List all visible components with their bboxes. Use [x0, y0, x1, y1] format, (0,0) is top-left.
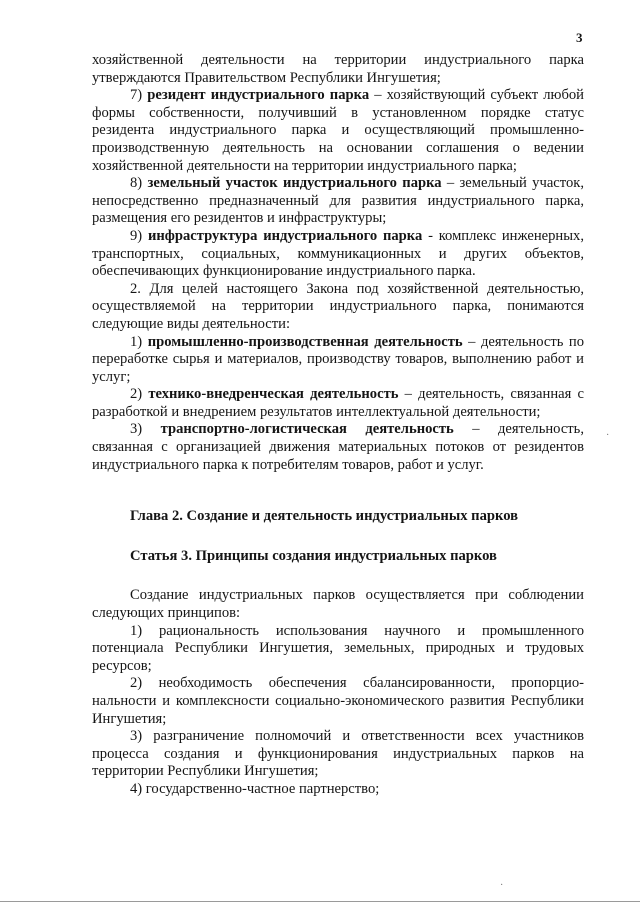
definition-text: - комплекс инженерных, транспортных, социальных, коммуникационных и других объектов, обеспечивающих функционирование индустриального парка. — [92, 227, 584, 280]
paragraph-activity-types: 2. Для целей настоящего Закона под хозяйственной деятельностью, осуществляемой на территории индустриального парка, понимаются следующие виды деятельности: — [92, 280, 584, 332]
paragraph-continuation: хозяйственной деятельности на территории индустриального парка утверждаются Правительством Республики Ингушетия; — [92, 52, 584, 86]
principle-item: 3) разграничение полномочий и ответственности всех участников процесса создания и функционирования индустриальных парков на территории Республики Ингушетия; — [92, 728, 584, 780]
item-number: 7) — [130, 87, 148, 104]
item-number: 9) — [130, 227, 148, 244]
defined-term: транспортно-логистическая деятельность — [160, 421, 454, 438]
scan-speck: · — [606, 430, 610, 441]
principle-item: 4) государственно-частное партнерство; — [130, 780, 380, 797]
definition-text: – деятельность по переработке сырья и материалов, производству товаров, выполнению работ и услуг; — [92, 333, 585, 385]
defined-term: промышленно-производственная деятельность — [147, 333, 463, 350]
document-body — [92, 52, 584, 799]
page-number: 3 — [576, 30, 583, 45]
definition-land-plot — [92, 175, 584, 228]
article-intro: Создание индустриальных парков осуществляется при соблюдении следующих принципов: — [92, 587, 584, 622]
defined-term: земельный участок индустриального парка — [147, 175, 442, 192]
page-bottom-edge — [0, 901, 640, 902]
chapter-heading: Глава 2. Создание и деятельность индустриальных парков — [130, 508, 519, 525]
item-number: 3) — [130, 421, 161, 438]
article-heading: Статья 3. Принципы создания индустриальных парков — [130, 547, 497, 564]
defined-term: технико-внедренческая деятельность — [148, 386, 399, 403]
scan-speck: · — [500, 880, 504, 891]
definition-text: – земельный участок, непосредственно предназначенный для развития индустриального парка, размещения его резидентов и инфраструктуры; — [92, 175, 584, 227]
item-number: 2) — [130, 386, 149, 403]
activity-industrial — [92, 334, 584, 387]
principle-item: 2) необходимость обеспечения сбалансированности, пропорциональности и комплексности социально-экономического развития Республики Ингушетия; — [92, 675, 584, 727]
defined-term: резидент индустриального парка — [147, 87, 370, 104]
activity-technical — [92, 386, 584, 421]
definition-infrastructure — [92, 228, 584, 281]
item-number: 8) — [130, 175, 148, 192]
defined-term: инфраструктура индустриального парка — [147, 227, 423, 244]
definition-text: – деятельность, связанная с организацией движения материальных потоков от резидентов индустриального парка к потребителям товаров, работ и услуг. — [92, 421, 584, 473]
definition-text: – хозяйствующий субъект любой формы собственности, получивший в установленном порядке статус резидента индустриального парка и осуществляющий промышленно-производственную деятельность на основании соглашения о ведении хозяйственной деятельности на территории индустриального парка; — [92, 87, 584, 174]
principle-item: 1) рациональность использования научного и промышленного потенциала Республики Ингушетия, земельных, природных и трудовых ресурсов; — [92, 622, 584, 674]
definition-text: – деятельность, связанная с разработкой и внедрением результатов интеллектуальной деятельности; — [92, 386, 584, 420]
activity-logistics — [92, 421, 584, 474]
definition-resident — [92, 87, 584, 175]
item-number: 1) — [130, 333, 148, 350]
